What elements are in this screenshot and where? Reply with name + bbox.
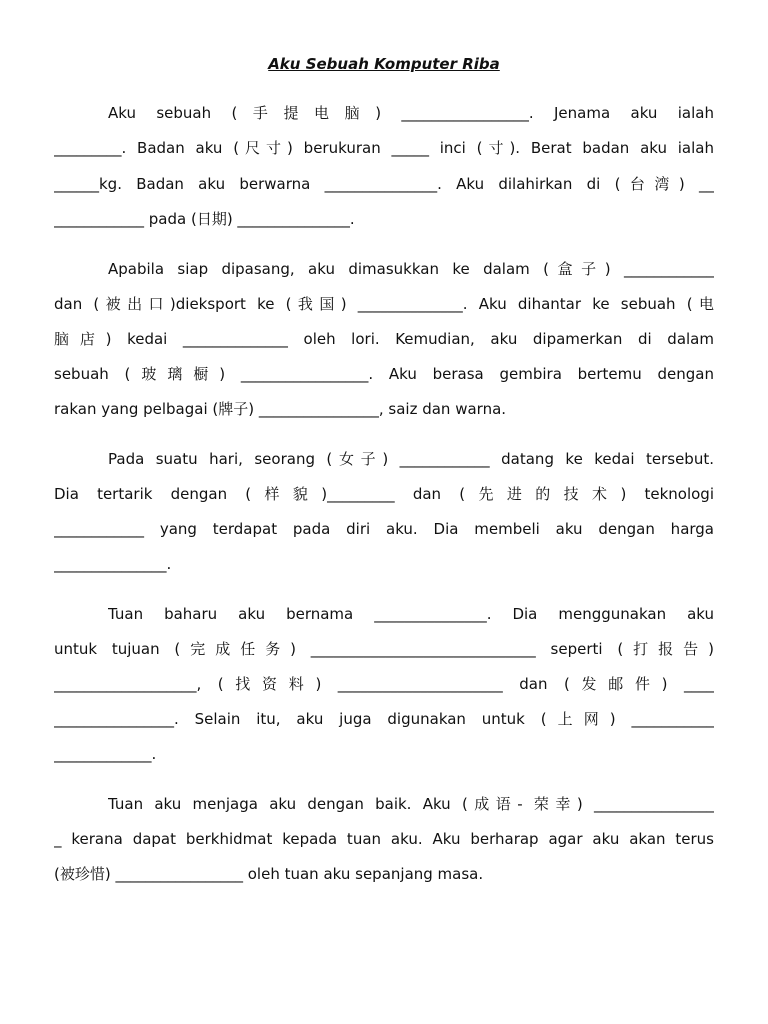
paragraph-2-line-4: sebuah (玻璃橱) _________________. Aku berasa gembira bertemu dengan: [54, 365, 714, 383]
paragraph-2-line-1: Apabila siap dipasang, aku dimasukkan ke dalam (盒子) ____________: [108, 260, 714, 278]
paragraph-2-line-2: dan (被出口)dieksport ke (我国) ______________. Aku dihantar ke sebuah (电: [54, 295, 714, 313]
paragraph-4-line-5: _____________.: [54, 745, 157, 763]
paragraph-3-line-3: ____________ yang terdapat pada diri aku. Dia membeli aku dengan harga: [54, 520, 714, 538]
paragraph-1-line-3: ______kg. Badan aku berwarna _______________. Aku dilahirkan di (台湾) __: [54, 175, 714, 193]
paragraph-5-line-2: _ kerana dapat berkhidmat kepada tuan aku. Aku berharap agar aku akan terus: [54, 830, 714, 848]
paragraph-5-line-3: (被珍惜) _________________ oleh tuan aku sepanjang masa.: [54, 865, 484, 883]
paragraph-2-line-3: 脑店) kedai ______________ oleh lori. Kemudian, aku dipamerkan di dalam: [54, 330, 714, 348]
paragraph-1-line-4: ____________ pada (日期) _______________.: [54, 210, 355, 228]
paragraph-5-line-1: Tuan aku menjaga aku dengan baik. Aku (成语- 荣幸) ________________: [108, 795, 714, 813]
worksheet-title: Aku Sebuah Komputer Riba: [268, 55, 500, 73]
paragraph-4-line-1: Tuan baharu aku bernama _______________. Dia menggunakan aku: [108, 605, 714, 623]
paragraph-4-line-4: ________________. Selain itu, aku juga digunakan untuk (上网) ___________: [54, 710, 714, 728]
paragraph-4-line-2: untuk tujuan (完成任务) ______________________________ seperti (打报告): [54, 640, 714, 658]
paragraph-1-line-2: _________. Badan aku (尺寸) berukuran _____ inci (寸). Berat badan aku ialah: [54, 139, 714, 157]
paragraph-1-line-1: Aku sebuah (手提电脑) _________________. Jenama aku ialah: [108, 104, 714, 122]
paragraph-3-line-1: Pada suatu hari, seorang (女子) ____________ datang ke kedai tersebut.: [108, 450, 714, 468]
paragraph-3-line-2: Dia tertarik dengan (样貌)_________ dan (先进的技术) teknologi: [54, 485, 714, 503]
paragraph-2-line-5: rakan yang pelbagai (牌子) ________________, saiz dan warna.: [54, 400, 507, 418]
paragraph-3-line-4: _______________.: [54, 555, 172, 573]
paragraph-4-line-3: ___________________, (找资料) ______________________ dan (发邮件) ____: [54, 675, 714, 693]
